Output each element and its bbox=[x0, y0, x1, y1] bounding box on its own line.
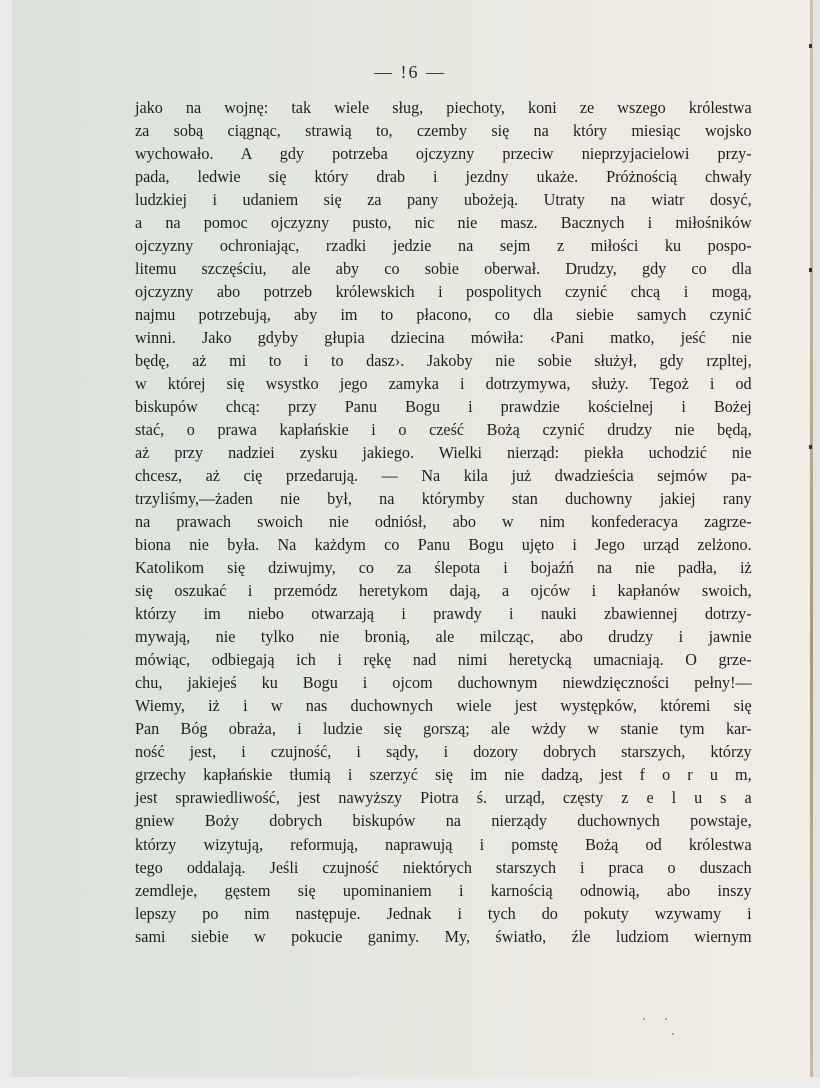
text-line: ojczyzny ochroniając, rzadki jedzie na sejm z miłości ku pospo- bbox=[135, 236, 752, 256]
text-line: się oszukać i przemódz heretykom dają, a ojców i kapłanów swoich, bbox=[135, 581, 752, 601]
text-line: Wiemy, iż i w nas duchownych wiele jest występków, któremi się bbox=[135, 696, 752, 716]
text-line: będę, aż mi to i to dasz›. Jakoby nie sobie służył, gdy rzpltej, bbox=[135, 351, 752, 371]
left-margin-strip bbox=[0, 0, 12, 1088]
text-line: Katolikom się dziwujmy, co za ślepota i bojaźń na nie padła, iż bbox=[135, 558, 752, 578]
text-line: biona nie była. Na każdym co Panu Bogu ujęto i Jego urząd zelżono. bbox=[135, 535, 752, 555]
text-line: sami siebie w pokucie ganimy. My, światło, źle ludziom wiernym bbox=[135, 926, 752, 946]
text-line: ność jest, i czujność, i sądy, i dozory dobrych starszych, którzy bbox=[135, 742, 752, 762]
text-line: jest sprawiedliwość, jest nawyższy Piotra ś. urząd, częsty z e l u s a bbox=[135, 788, 752, 808]
text-line: którzy im niebo otwarzają i prawdy i nauki zbawiennej dotrzy- bbox=[135, 604, 752, 624]
text-line: mówiąc, odbiegają ich i rękę nad nimi heretycką umacniają. O grze- bbox=[135, 650, 752, 670]
right-background bbox=[813, 0, 820, 1088]
text-line: w której się wsystko jego zamyka i dotrzymywa, służy. Tegoż i od bbox=[135, 374, 752, 394]
text-line: chcesz, aż cię przedarują. — Na kila już dwadzieścia sejmów pa- bbox=[135, 466, 752, 486]
text-line: a na pomoc ojczyzny pusto, nic nie masz. Bacznych i miłośników bbox=[135, 213, 752, 233]
text-line: wychowało. A gdy potrzeba ojczyzny przeciw nieprzyjacielowi przy- bbox=[135, 144, 752, 164]
text-line: lepszy po nim następuje. Jednak i tych do pokuty wzywamy i bbox=[135, 903, 752, 923]
text-line: aż przy nadziei zysku jakiego. Wielki nierząd: piekła uchodzić nie bbox=[135, 443, 752, 463]
bottom-strip bbox=[0, 1077, 820, 1088]
text-line: na prawach swoich nie odniósł, abo w nim konfederacya zagrze- bbox=[135, 512, 752, 532]
text-line: stać, o prawa kapłańskie i o cześć Bożą czynić drudzy nie będą, bbox=[135, 420, 752, 440]
text-line: Pan Bóg obraża, i ludzie się gorszą; ale wżdy w stanie tym kar- bbox=[135, 719, 752, 739]
text-line: zemdleje, gęstem się upominaniem i karnością odnowią, abo inszy bbox=[135, 880, 752, 900]
edge-speck bbox=[809, 44, 812, 48]
text-line: tego oddalają. Jeśli czujność niektórych starszych i praca o duszach bbox=[135, 857, 752, 877]
text-line: jako na wojnę: tak wiele sług, piechoty, koni ze wszego królestwa bbox=[135, 98, 752, 117]
text-line: chu, jakiejeś ku Bogu i ojcom duchownym niewdzięczności pełny!— bbox=[135, 673, 752, 693]
text-line: mywają, nie tylko nie bronią, ale milcząc, abo drudzy i jawnie bbox=[135, 627, 752, 647]
text-line: najmu potrzebują, aby im to płacono, co dla siebie samych czynić bbox=[135, 305, 752, 325]
text-line: pada, ledwie się który drab i jezdny ukaże. Próżnością chwały bbox=[135, 167, 752, 187]
text-line: gniew Boży dobrych biskupów na nierządy duchownych powstaje, bbox=[135, 811, 752, 831]
edge-speck bbox=[809, 268, 812, 272]
text-line: ludzkiej i udaniem się za pany ubożeją. Utraty na wiatr dosyć, bbox=[135, 190, 752, 210]
text-line: ojczyzny abo potrzeb królewskich i pospolitych czynić chcą i mogą, bbox=[135, 282, 752, 302]
text-line: litemu szczęściu, ale aby co sobie oberwał. Drudzy, gdy co dla bbox=[135, 259, 752, 279]
text-line: grzechy kapłańskie tłumią i szerzyć się im nie dadzą, jest f o r u m, bbox=[135, 765, 752, 785]
text-line: którzy wizytują, reformują, naprawują i pomstę Bożą od królestwa bbox=[135, 834, 752, 854]
text-line: winni. Jako gdyby głupia dziecina mówiła: ‹Pani matko, jeść nie bbox=[135, 328, 752, 348]
text-line: trzyliśmy,—żaden nie był, na którymby stan duchowny jakiej rany bbox=[135, 489, 752, 509]
edge-speck bbox=[809, 445, 812, 449]
page-number-header: — !6 — bbox=[374, 62, 446, 82]
body-text bbox=[135, 96, 752, 948]
text-line: biskupów chcą: przy Panu Bogu i prawdzie kościelnej i Bożej bbox=[135, 397, 752, 417]
text-line: za sobą ciągnąc, strawią to, czemby się na który miesiąc wojsko bbox=[135, 121, 752, 141]
